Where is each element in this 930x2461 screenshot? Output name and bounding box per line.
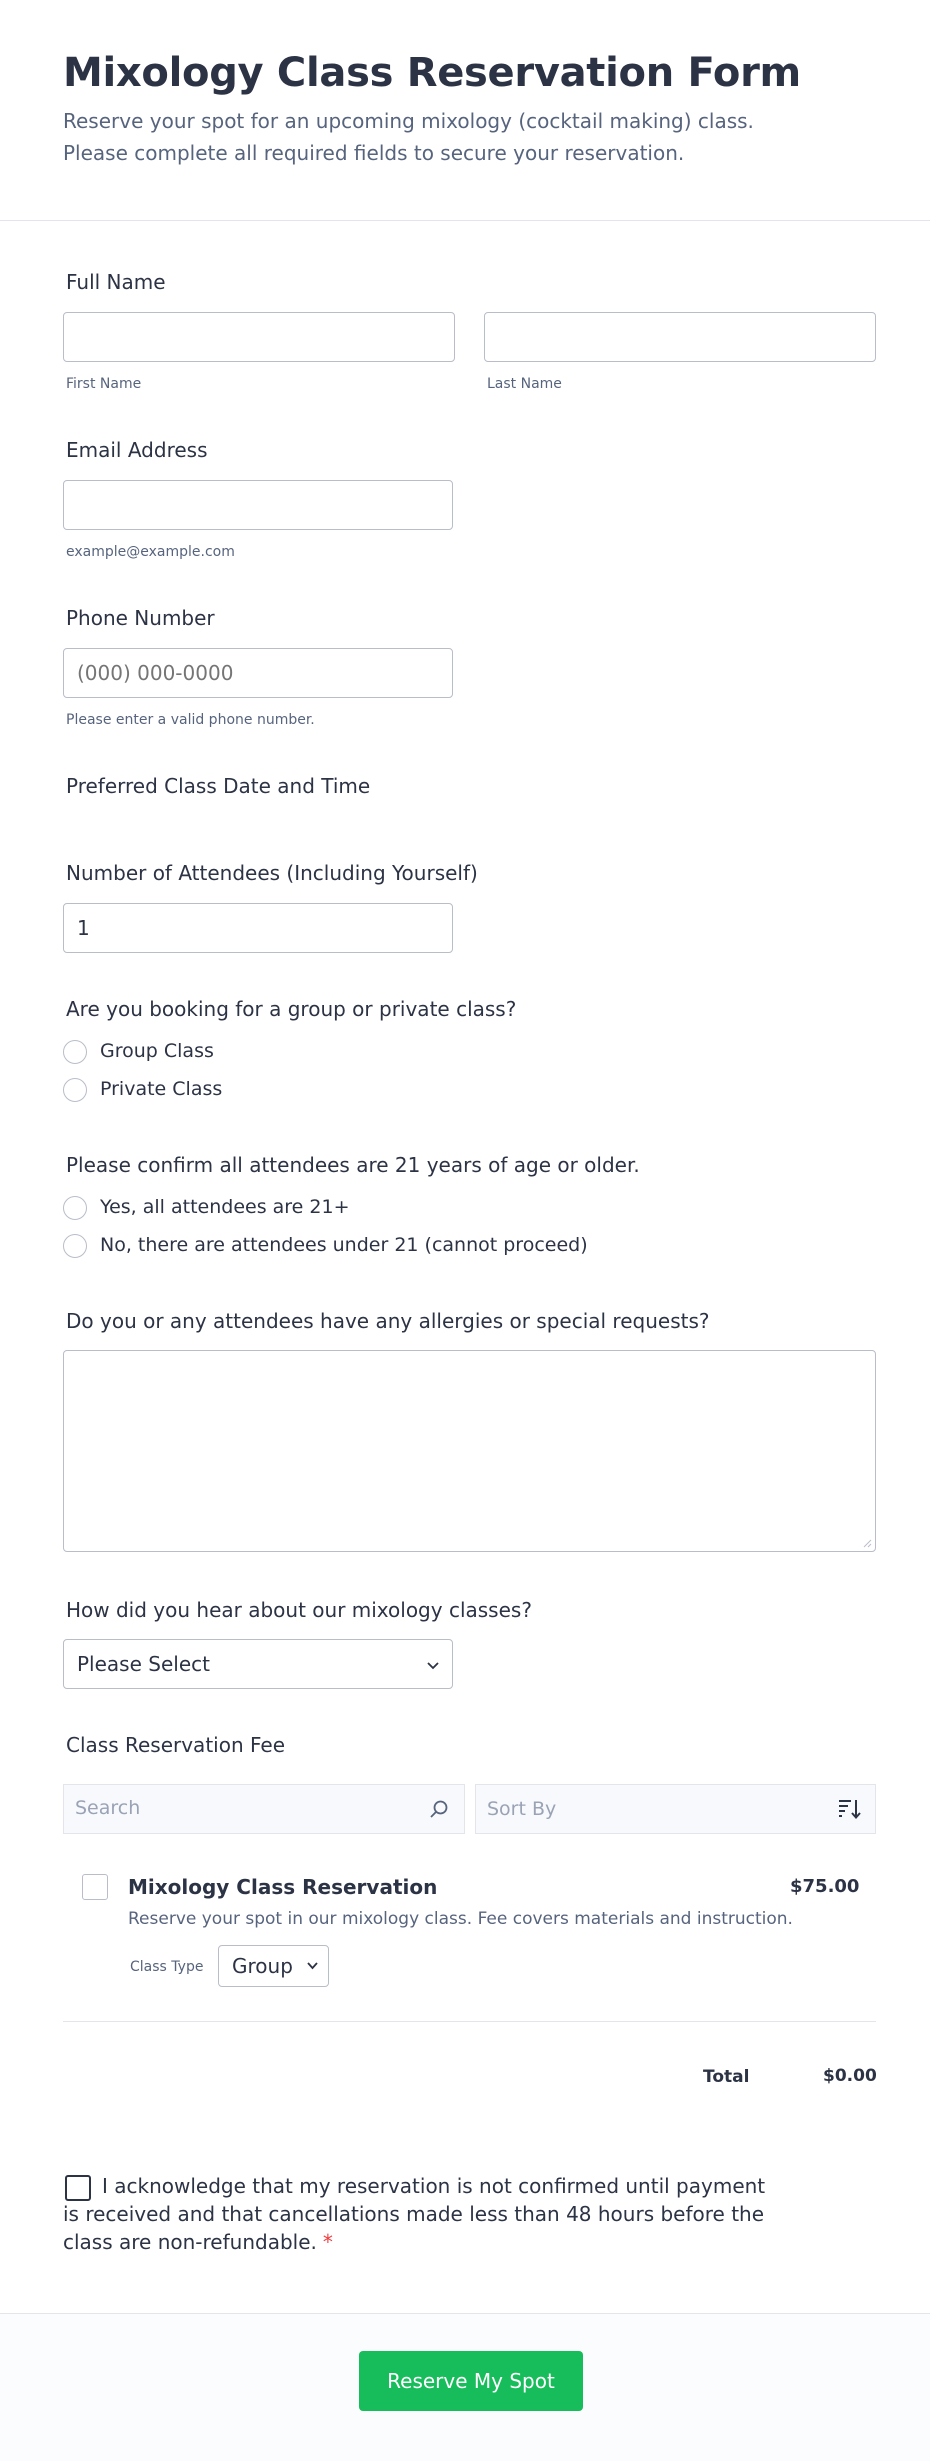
divider <box>63 2021 876 2022</box>
phone-sublabel: Please enter a valid phone number. <box>66 712 315 728</box>
form-footer <box>0 2313 930 2461</box>
product-search-input[interactable] <box>63 1784 465 1834</box>
age-confirm-label: Please confirm all attendees are 21 years of age or older. <box>66 1153 640 1177</box>
allergies-label: Do you or any attendees have any allergies or special requests? <box>66 1309 710 1333</box>
sort-label: Sort By <box>487 1798 557 1820</box>
sort-icon <box>837 1797 863 1821</box>
acknowledgement-text: I acknowledge that my reservation is not confirmed until payment is received and that cancellations made less than 48 hours before the class are non-refundable. <box>63 2174 766 2254</box>
sort-by-select[interactable] <box>475 1784 876 1834</box>
class-type-label: Class Type <box>130 1959 204 1975</box>
email-label: Email Address <box>66 438 208 462</box>
phone-input[interactable] <box>63 648 453 698</box>
chevron-down-icon <box>426 1658 440 1672</box>
radio-label: No, there are attendees under 21 (cannot proceed) <box>100 1234 588 1256</box>
attendees-input[interactable] <box>63 903 453 953</box>
phone-label: Phone Number <box>66 606 215 630</box>
chevron-down-icon <box>306 1959 319 1972</box>
page-title: Mixology Class Reservation Form <box>63 50 801 96</box>
search-icon[interactable] <box>428 1798 450 1820</box>
required-mark: * <box>322 2230 333 2254</box>
referral-selected-value: Please Select <box>77 1652 210 1676</box>
total-label: Total <box>703 2067 750 2087</box>
radio-label: Private Class <box>100 1078 223 1100</box>
email-field[interactable] <box>63 480 453 530</box>
class-type-value: Group <box>232 1954 293 1978</box>
last-name-sublabel: Last Name <box>487 376 562 392</box>
radio-button[interactable] <box>63 1078 87 1102</box>
referral-select[interactable] <box>63 1639 453 1689</box>
booking-type-label: Are you booking for a group or private class? <box>66 997 517 1021</box>
date-time-label: Preferred Class Date and Time <box>66 774 371 798</box>
product-checkbox[interactable] <box>82 1874 108 1900</box>
page-subtitle: Reserve your spot for an upcoming mixology (cocktail making) class. Please complete all required fields to secure your reservation. <box>63 109 754 165</box>
referral-label: How did you hear about our mixology classes? <box>66 1598 532 1622</box>
first-name-sublabel: First Name <box>66 376 142 392</box>
radio-label: Group Class <box>100 1040 214 1062</box>
total-value: $0.00 <box>823 2066 877 2086</box>
full-name-label: Full Name <box>66 270 166 294</box>
radio-button[interactable] <box>63 1234 87 1258</box>
product-name: Mixology Class Reservation <box>128 1875 438 1899</box>
last-name-input[interactable] <box>484 312 876 362</box>
allergies-textarea[interactable] <box>63 1350 876 1552</box>
radio-button[interactable] <box>63 1196 87 1220</box>
reserve-my-spot-button[interactable]: Reserve My Spot <box>359 2351 583 2411</box>
product-price: $75.00 <box>790 1876 860 1897</box>
fee-label: Class Reservation Fee <box>66 1733 286 1757</box>
radio-label: Yes, all attendees are 21+ <box>100 1196 350 1218</box>
product-description: Reserve your spot in our mixology class. Fee covers materials and instruction. <box>128 1909 793 1929</box>
acknowledgement-label <box>63 2172 783 2256</box>
form-header <box>0 0 930 221</box>
first-name-input[interactable] <box>63 312 455 362</box>
email-sublabel: example@example.com <box>66 544 235 560</box>
search-placeholder: Search <box>75 1797 141 1819</box>
radio-button[interactable] <box>63 1040 87 1064</box>
class-type-select[interactable] <box>218 1945 329 1987</box>
resize-grip-icon[interactable] <box>863 1539 872 1548</box>
attendees-label: Number of Attendees (Including Yourself) <box>66 861 478 885</box>
